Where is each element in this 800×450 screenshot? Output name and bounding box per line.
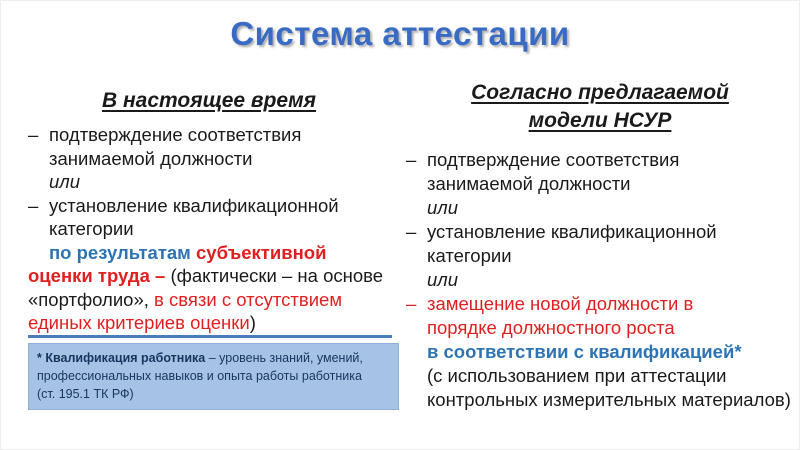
left-heading-text: В настоящее время [101, 89, 317, 112]
text-segment: (с использованием при аттестации [427, 365, 727, 386]
text-line [406, 316, 794, 340]
text-segment: оценки труда – [28, 265, 171, 286]
text-segment: субъективной [196, 241, 327, 263]
text-segment: или [427, 197, 459, 218]
text-line [28, 123, 390, 147]
text-segment: контрольных измерительных материалов) [427, 389, 791, 410]
text-line [28, 311, 390, 335]
text-segment: занимаемой должности [427, 173, 631, 194]
text-segment: или [427, 269, 459, 290]
text-segment: занимаемой должности [49, 147, 253, 169]
right-column-heading [406, 79, 794, 135]
text-segment: порядке должностного роста [427, 317, 675, 338]
left-column [28, 87, 390, 335]
text-line [406, 364, 794, 388]
text-segment: профессиональных навыков и опыта работы работника [37, 369, 362, 383]
right-heading-line2: модели НСУР [528, 109, 672, 132]
dash-bullet: – [406, 293, 417, 314]
text-segment: «портфолио», [28, 288, 155, 310]
text-segment: по результатам [49, 241, 197, 263]
text-line [28, 194, 390, 218]
text-line [406, 244, 794, 268]
slide-title: Система аттестации [230, 15, 570, 52]
text-line [28, 217, 390, 241]
text-line [28, 170, 390, 194]
right-column [406, 79, 794, 412]
text-segment: установление квалификационной [49, 194, 339, 216]
text-segment: подтверждение соответствия [427, 149, 680, 170]
footnote-body [37, 349, 390, 403]
text-line [37, 385, 390, 403]
right-heading-line1: Согласно предлагаемой [471, 81, 729, 104]
text-line [37, 367, 390, 385]
text-segment: единых критериев оценки [28, 312, 250, 333]
text-line [406, 148, 794, 172]
text-segment: замещение новой должности в [427, 293, 694, 314]
text-segment: установление квалификационной [427, 221, 717, 242]
dash-bullet: – [406, 221, 417, 242]
text-segment: или [49, 171, 81, 192]
text-segment: (фактически – на основе [170, 265, 384, 286]
right-column-body [406, 148, 794, 412]
text-line [406, 340, 794, 364]
text-segment: в связи с отсутствием [154, 288, 343, 310]
dash-bullet: – [406, 149, 417, 170]
text-line [37, 349, 390, 367]
dash-bullet: – [28, 194, 39, 216]
text-line [28, 241, 390, 265]
text-segment: подтверждение соответствия [49, 124, 302, 145]
text-line [406, 172, 794, 196]
left-column-heading [28, 87, 390, 115]
text-line [28, 288, 390, 312]
text-line [28, 147, 390, 171]
text-line [406, 220, 794, 244]
text-line [406, 268, 794, 292]
text-segment: категории [427, 245, 512, 266]
dash-bullet: – [28, 124, 39, 145]
text-line [406, 196, 794, 220]
footnote-box [28, 343, 399, 410]
text-line [406, 292, 794, 316]
left-column-body [28, 123, 390, 335]
text-line [406, 388, 794, 412]
text-line [28, 264, 390, 288]
divider-rule [28, 335, 392, 338]
text-segment: ) [249, 312, 256, 333]
text-segment: в соответствии с квалификацией* [427, 341, 742, 362]
text-segment: (ст. 195.1 ТК РФ) [37, 387, 134, 401]
text-segment: * Квалификация работника [37, 351, 206, 365]
text-segment: – уровень знаний, умений, [205, 351, 363, 365]
text-segment: категории [49, 218, 134, 239]
